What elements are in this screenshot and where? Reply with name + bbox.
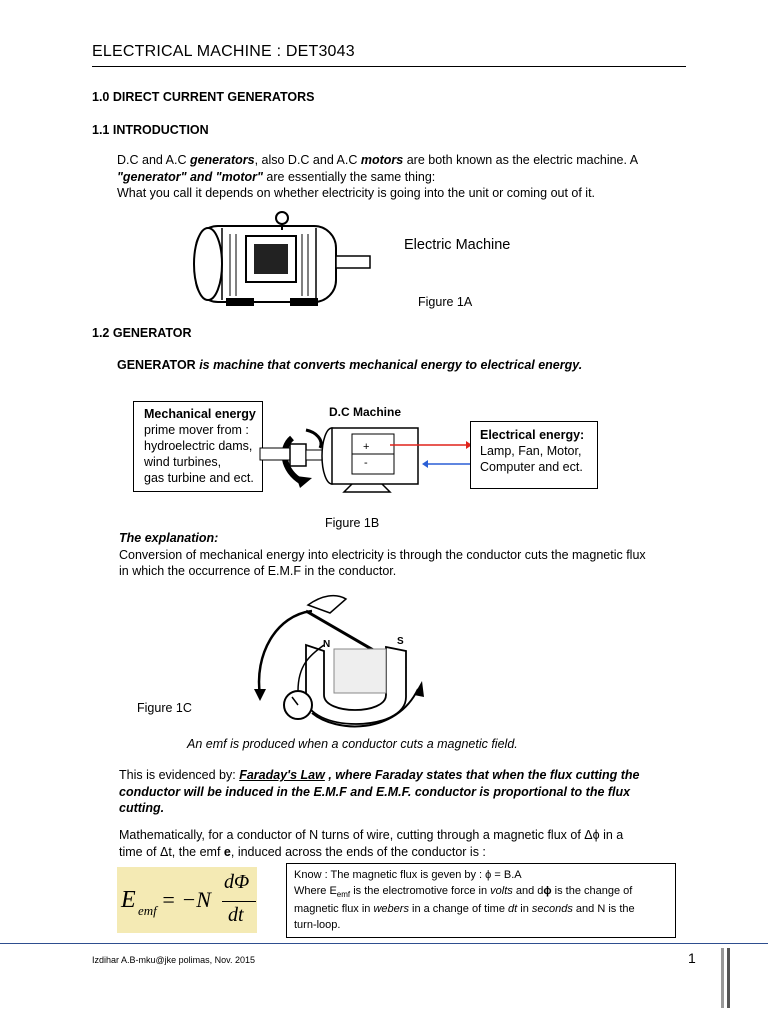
- page-edge-bar: [721, 948, 724, 1008]
- electric-machine-label: Electric Machine: [404, 237, 511, 253]
- electrical-energy-box: Electrical energy: Lamp, Fan, Motor, Computer and ect.: [470, 421, 598, 489]
- faraday-paragraph: This is evidenced by: Faraday's Law , where Faraday states that when the flux cutting the conductor will be induced in the E.M.F and E.M.F. conductor is proportional to the flux cutting.: [119, 768, 640, 815]
- section-heading-1-1: 1.1 INTRODUCTION: [92, 123, 209, 137]
- faraday-experiment-illustration: [236, 585, 452, 737]
- intro-paragraph: D.C and A.C generators, also D.C and A.C motors are both known as the electric machine. A "generator" and "motor" are essentially the same thing: What you call it depends on whether electricity is going into the unit or coming out of it.: [117, 153, 639, 200]
- footer-divider: [0, 943, 768, 944]
- know-box: Know : The magnetic flux is geven by : ϕ = B.A Where $E_{emf}$ is the electromotive force in volts and dϕ is the change of magnetic flux in webers in a change of time dt in seconds and N is the turn-loop.: [286, 863, 676, 938]
- section-heading-1-0: 1.0 DIRECT CURRENT GENERATORS: [92, 90, 315, 104]
- pole-n-label: N: [323, 639, 331, 650]
- plus-terminal: +: [363, 441, 370, 453]
- document-header: ELECTRICAL MACHINE : DET3043: [92, 43, 355, 60]
- section-heading-1-2: 1.2 GENERATOR: [92, 326, 192, 340]
- dc-machine-diagram: [240, 418, 472, 500]
- footer-text: Izdihar A.B-mku@jke polimas, Nov. 2015: [92, 955, 256, 965]
- figure-1b-caption: Figure 1B: [325, 516, 380, 530]
- page-edge-bar-dark: [727, 948, 730, 1008]
- emf-formula: E emf = −N dΦ dt: [117, 867, 257, 933]
- page-number: 1: [688, 950, 696, 966]
- explanation-paragraph: The explanation: Conversion of mechanical energy into electricity is through the conductor cuts the magnetic flux in which the occurrence of E.M.F in the conductor.: [119, 531, 646, 578]
- math-paragraph: Mathematically, for a conductor of N turns of wire, cutting through a magnetic flux of Δϕ in a time of Δt, the emf e, induced across the ends of the conductor is :: [119, 828, 624, 859]
- pole-s-label: S: [397, 636, 404, 647]
- minus-terminal: -: [364, 457, 368, 469]
- mechanical-energy-box: Mechanical energy prime mover from : hydroelectric dams, wind turbines, gas turbine and ect.: [133, 401, 263, 492]
- figure-1c-caption: An emf is produced when a conductor cuts a magnetic field.: [187, 737, 518, 751]
- header-divider: [92, 66, 686, 67]
- electric-motor-illustration: [186, 206, 386, 310]
- figure-1c-label: Figure 1C: [137, 701, 192, 715]
- dc-machine-label: D.C Machine: [329, 405, 402, 419]
- generator-definition: GENERATOR is machine that converts mechanical energy to electrical energy.: [117, 358, 583, 372]
- figure-1a-caption: Figure 1A: [418, 295, 473, 309]
